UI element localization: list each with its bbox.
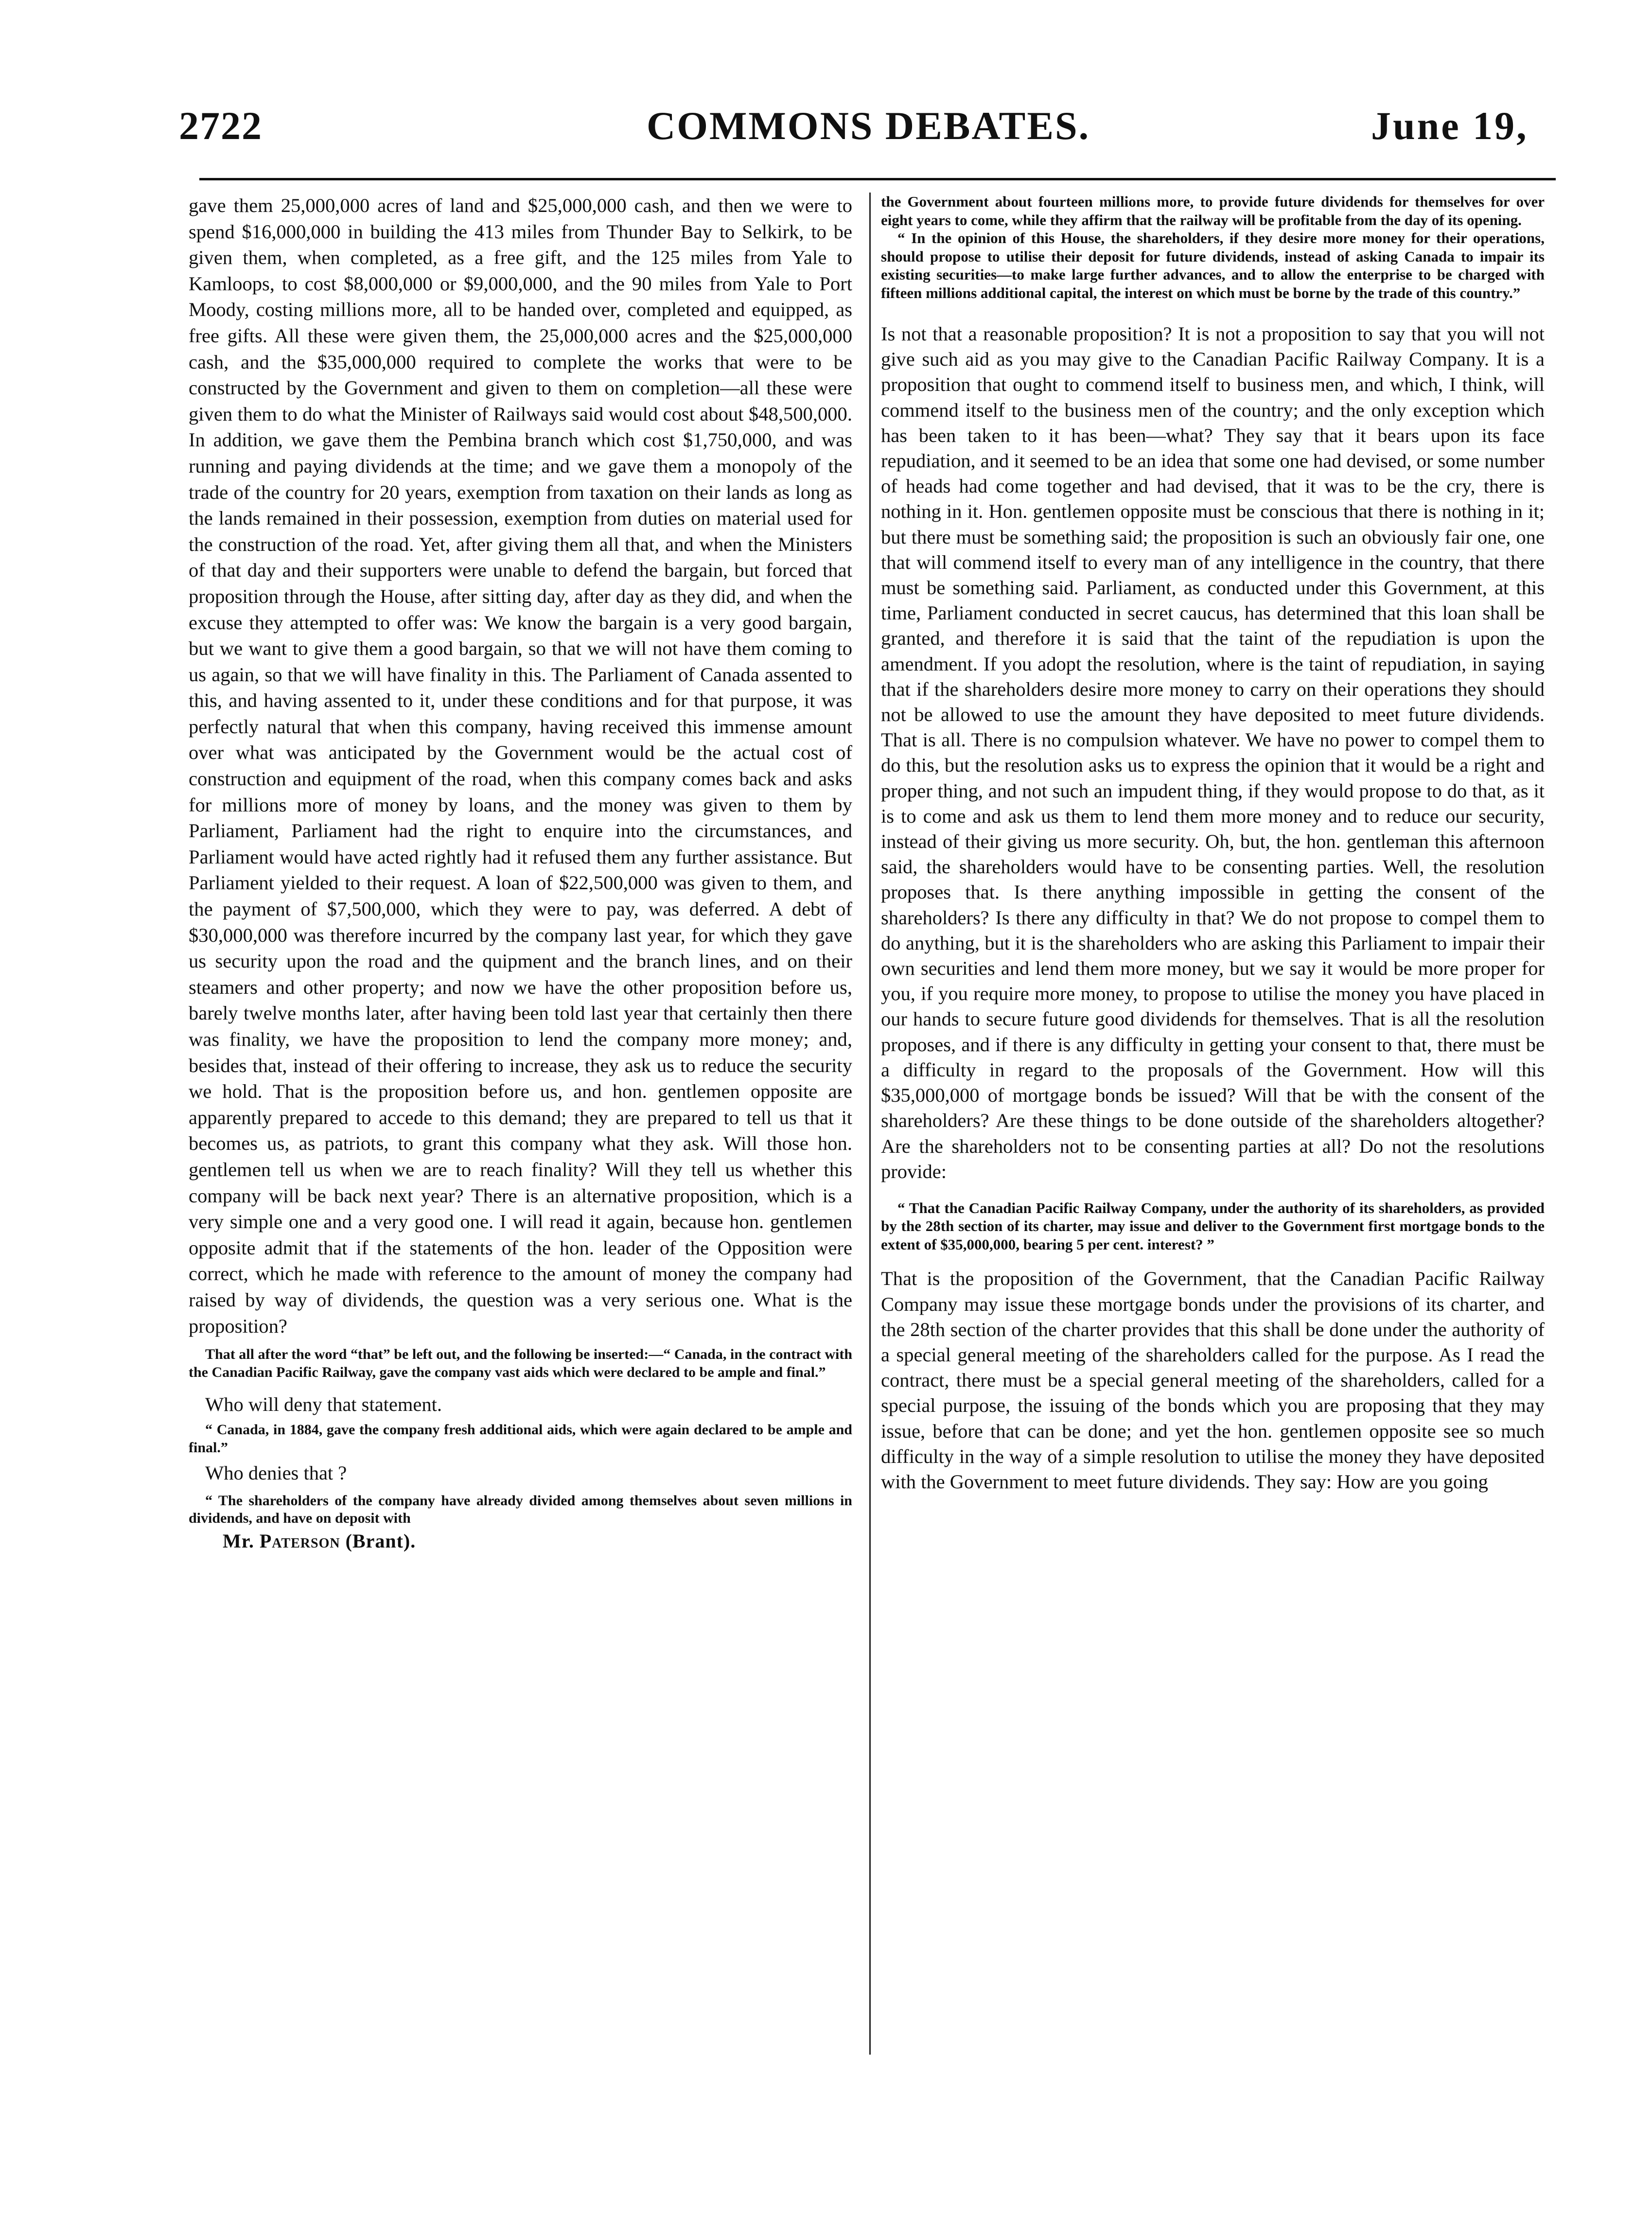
- left-paragraph-3: Who denies that ?: [205, 1462, 347, 1484]
- right-quote-1: the Government about fourteen millions more, to provide future dividends for themselves for over eight years to come, while they affirm that the railway will be profitable from the day of its opening.: [881, 193, 1545, 229]
- page-date: June 19,: [1371, 104, 1529, 148]
- left-paragraph-2: Who will deny that statement.: [205, 1393, 442, 1416]
- left-quote-2: “ Canada, in 1884, gave the company fresh additional aids, which were again declared to be ample and final.”: [189, 1422, 852, 1456]
- speaker-prefix: Mr.: [223, 1530, 260, 1552]
- right-paragraph-2: That is the proposition of the Government, that the Canadian Pacific Railway Company may issue these mortgage bonds under the provisions of its charter, and the 28th section of the charter provides that this shall be done under the authority of a special general meeting of the shareholders called for the purpose. As I read the contract, there must be a special general meeting of the shareholders, called for a special purpose, the issuing of the bonds which you are proposing that they may issue, before that can be done; and yet the hon. gentlemen opposite see so much difficulty in the way of a simple resolution to utilise the money they have deposited with the Government to meet future dividends. They say: How are you going: [881, 1267, 1545, 1493]
- speaker-name: Paterson: [259, 1530, 340, 1552]
- speaker-footer: [189, 1530, 852, 1552]
- right-paragraph-1: Is not that a reasonable proposition? It is not a proposition to say that you will not give such aid as you may give to the Canadian Pacific Railway Company. It is a proposition that ought to commend itself to business men, and which, I think, will commend itself to the business men of the country; and the only exception which has been taken to it has been—what? They say that it bears upon its face repudiation, and it seemed to be an idea that some one had devised, or some number of heads had come together and had devised, that it was to be the cry, there is nothing in it. Hon. gentlemen opposite must be conscious that there is nothing in it; but there must be something said; the proposition is such an obviously fair one, one that will commend itself to every man of any intelligence in the country, that there must be something said. Parliament, as conducted under this Government, at this time, Parliament conducted in secret caucus, has determined that this loan shall be granted, and therefore it is said that the taint of the repudiation is upon the amendment. If you adopt the resolution, where is the taint of repudiation, in saying that if the shareholders desire more money to carry on their operations they should not be allowed to use the amount they have deposited to meet future dividends. That is all. There is no compulsion whatever. We have no power to compel them to do this, but the resolution asks us to express the opinion that it would be a right and proper thing, and not such an impudent thing, if they would propose to do that, as it is to come and ask us them to lend them more money and to reduce our security, instead of their giving us more security. Oh, but, the hon. gentleman this afternoon said, the shareholders would have to be consenting parties. Well, the resolution proposes that. Is there anything impossible in getting the consent of the shareholders? Is there any difficulty in that? We do not propose to compel them to do anything, but it is the shareholders who are asking this Parliament to impair their own securities and lend them more money, but we say it would be more proper for you, if you require more money, to propose to utilise the money you have placed in our hands to secure future good dividends for themselves. That is all the resolution proposes, and if there is any difficulty in getting your consent to that, there must be a difficulty in regard to the proposals of the Government. How will this $35,000,000 of mortgage bonds be issued? Will that be with the consent of the shareholders? Are these things to be done outside of the shareholders altogether? Are the shareholders not to be consenting parties at all? Do not the resolutions provide:: [881, 323, 1545, 1182]
- page-number: 2722: [179, 104, 263, 148]
- left-quote-3: “ The shareholders of the company have already divided among themselves about seven millions in dividends, and have on deposit with: [189, 1492, 852, 1527]
- right-quote-3: “ That the Canadian Pacific Railway Company, under the authority of its shareholders, as provided by the 28th section of its charter, may issue and deliver to the Government first mortgage bonds to the extent of $35,000,000, bearing 5 per cent. interest? ”: [881, 1199, 1545, 1253]
- right-column: [881, 193, 1545, 1495]
- speaker-suffix: (Brant).: [340, 1530, 416, 1552]
- left-column: [189, 193, 852, 1552]
- left-quote-1: That all after the word “that” be left out, and the following be inserted:—“ Canada, in the contract with the Canadian Pacific Railway, gave the company vast aids which were declared to be ample and final.”: [189, 1346, 852, 1380]
- left-paragraph-1: gave them 25,000,000 acres of land and $25,000,000 cash, and then we were to spend $16,000,000 in building the 413 miles from Thunder Bay to Selkirk, to be given them, when completed, as a free gift, and the 125 miles from Yale to Kamloops, to cost $8,000,000 or $9,000,000, and the 90 miles from Yale to Port Moody, costing millions more, all to be handed over, completed and equipped, as free gifts. All these were given them, the 25,000,000 acres and the $25,000,000 cash, and the $35,000,000 required to complete the works that were to be constructed by the Government and given to them on completion—all these were given them to do what the Minister of Railways said would cost about $48,500,000. In addition, we gave them the Pembina branch which cost $1,750,000, and was running and paying dividends at the time; and we gave them a monopoly of the trade of the country for 20 years, exemption from taxation on their lands as long as the lands remained in their possession, exemption from duties on material used for the construction of the road. Yet, after giving them all that, and when the Ministers of that day and their supporters were unable to defend the bargain, but forced that proposition through the House, after sitting day, after day as they did, and when the excuse they attempted to offer was: We know the bargain is a very good bargain, but we want to give them a good bargain, so that we will not have them coming to us again, so that we will have finality in this. The Parliament of Canada assented to this, and having assented to it, under these conditions and for that purpose, it was perfectly natural that when this company, having received this immense amount over what was anticipated by the Government would be the actual cost of construction and equipment of the road, when this company comes back and asks for millions more of money by loans, and the money was given to them by Parliament, Parliament had the right to enquire into the circumstances, and Parliament would have acted rightly had it refused them any further assistance. But Parliament yielded to their request. A loan of $22,500,000 was given to them, and the payment of $7,500,000, which they were to pay, was deferred. A debt of $30,000,000 was therefore incurred by the company last year, for which they gave us security upon the road and the quipment and the branch lines, and on their steamers and other property; and now we have the other proposition before us, barely twelve months later, after having been told last year that certainly then there was finality, we have the proposition to lend the company more money; and, besides that, instead of their offering to increase, they ask us to reduce the security we hold. That is the proposition before us, and hon. gentlemen opposite are apparently prepared to accede to this demand; they are prepared to tell us that it becomes us, as patriots, to grant this company what they ask. Will those hon. gentlemen tell us when we are to reach finality? Will they tell us whether this company will be back next year? There is an alternative proposition, which is a very simple one and a very good one. I will read it again, because hon. gentlemen opposite admit that if the statements of the hon. leader of the Opposition were correct, which he made with reference to the amount of money the company had raised by way of dividends, the question was a very serious one. What is the proposition?: [189, 194, 852, 1337]
- column-divider: [869, 193, 871, 2055]
- header-rule: [199, 178, 1556, 180]
- right-quote-2: “ In the opinion of this House, the shareholders, if they desire more money for their operations, should propose to utilise their deposit for future dividends, instead of asking Canada to impair its existing securities—to make large further advances, and to allow the enterprise to be charged with fifteen millions additional capital, the interest on which must be borne by the trade of this country.”: [881, 229, 1545, 301]
- running-title: COMMONS DEBATES.: [647, 104, 1090, 148]
